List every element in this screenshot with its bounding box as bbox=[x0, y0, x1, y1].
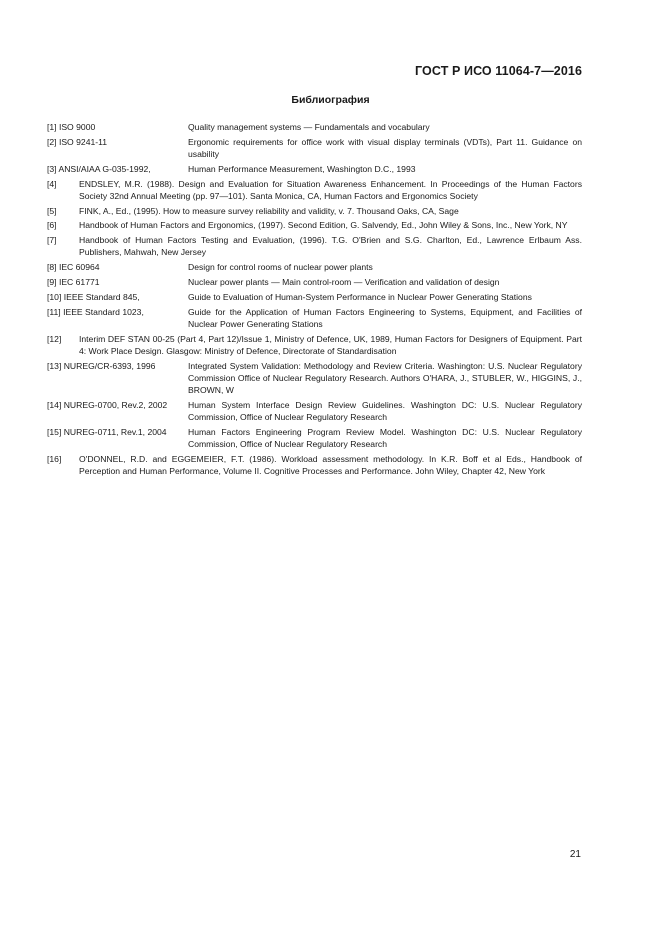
reference-text: O'DONNEL, R.D. and EGGEMEIER, F.T. (1986). Workload assessment methodology. In K.R. Boff et al Eds., Handbook of Perception and Human Performance, Volume II. Cognitive Processes and Performance. John Wiley, Chapter 42, New York bbox=[79, 453, 582, 476]
reference-entry bbox=[47, 453, 582, 477]
reference-number: [10] IEEE Standard 845, bbox=[47, 291, 140, 302]
reference-entry bbox=[47, 219, 582, 231]
reference-entry bbox=[47, 234, 582, 258]
reference-number: [16] bbox=[47, 453, 62, 464]
reference-entry bbox=[47, 178, 582, 202]
reference-text: Handbook of Human Factors Testing and Evaluation, (1996). T.G. O'Brien and S.G. Charlton, Ed., Lawrence Erlbaum Ass. Publishers, Mahwah, New Jersey bbox=[79, 235, 582, 258]
reference-text: Integrated System Validation: Methodology and Review Criteria. Washington: U.S. Nuclear Regulatory Commission Office of Nuclear Regulatory Research. Authors O'HARA, J., STUBLER, W., HIGGINS, J., BROWN, W bbox=[188, 360, 582, 395]
reference-number: [15] NUREG-0711, Rev.1, 2004 bbox=[47, 426, 167, 437]
reference-entry bbox=[47, 136, 582, 160]
reference-entry bbox=[47, 399, 582, 423]
reference-entry bbox=[47, 333, 582, 357]
reference-text: Human System Interface Design Review Guidelines. Washington DC: U.S. Nuclear Regulatory Commission, Office of Nuclear Regulatory Research bbox=[188, 399, 582, 422]
document-code-header: ГОСТ Р ИСО 11064-7—2016 bbox=[415, 64, 582, 78]
reference-number: [4] bbox=[47, 178, 57, 189]
reference-entry bbox=[47, 163, 582, 175]
reference-text: Interim DEF STAN 00-25 (Part 4, Part 12)/Issue 1, Ministry of Defence, UK, 1989, Human Factors for Designers of Equipment. Part 4: Work Place Design. Glasgow: Ministry of Defence, Directorate of Standardisation bbox=[79, 333, 582, 356]
reference-entry bbox=[47, 426, 582, 450]
reference-number: [11] IEEE Standard 1023, bbox=[47, 306, 144, 317]
reference-entry bbox=[47, 306, 582, 330]
bibliography-title: Библиография bbox=[291, 94, 370, 106]
page-number: 21 bbox=[569, 849, 581, 860]
reference-number: [7] bbox=[47, 235, 57, 246]
reference-text: Design for control rooms of nuclear power plants bbox=[188, 262, 373, 273]
reference-entry bbox=[47, 121, 582, 133]
reference-number: [12] bbox=[47, 333, 62, 344]
reference-list bbox=[47, 121, 582, 480]
reference-number: [5] bbox=[47, 205, 57, 216]
reference-entry bbox=[47, 360, 582, 397]
reference-entry bbox=[47, 261, 582, 273]
reference-entry bbox=[47, 291, 582, 303]
reference-text: Guide to Evaluation of Human-System Performance in Nuclear Power Generating Stations bbox=[188, 291, 532, 302]
reference-text: Quality management systems — Fundamentals and vocabulary bbox=[188, 122, 430, 132]
reference-number: [8] IEC 60964 bbox=[47, 262, 100, 273]
reference-entry bbox=[47, 205, 582, 217]
reference-number: [3] ANSI/AIAA G-035-1992, bbox=[47, 163, 151, 174]
reference-text: Handbook of Human Factors and Ergonomics, (1997). Second Edition, G. Salvendy, Ed., John Wiley & Sons, Inc., New York, NY bbox=[79, 220, 568, 231]
reference-text: Ergonomic requirements for office work with visual display terminals (VDTs), Part 11. Guidance on usability bbox=[188, 136, 582, 159]
reference-text: ENDSLEY, M.R. (1988). Design and Evaluation for Situation Awareness Enhancement. In Proceedings of the Human Factors Society 32nd Annual Meeting (pp. 97—101). Santa Monica, CA, Human Factors and Ergonomics Society bbox=[79, 178, 582, 201]
reference-text: FINK, A., Ed., (1995). How to measure survey reliability and validity, v. 7. Thousand Oaks, CA, Sage bbox=[79, 205, 459, 216]
reference-number: [9] IEC 61771 bbox=[47, 276, 100, 287]
reference-text: Nuclear power plants — Main control-room — Verification and validation of design bbox=[188, 276, 500, 287]
reference-number: [1] ISO 9000 bbox=[47, 122, 96, 132]
reference-number: [6] bbox=[47, 220, 57, 231]
reference-number: [2] ISO 9241-11 bbox=[47, 136, 108, 147]
reference-entry bbox=[47, 276, 582, 288]
reference-number: [14] NUREG-0700, Rev.2, 2002 bbox=[47, 399, 168, 410]
reference-text: Human Performance Measurement, Washington D.C., 1993 bbox=[188, 163, 416, 174]
reference-text: Guide for the Application of Human Factors Engineering to Systems, Equipment, and Facilities of Nuclear Power Generating Stations bbox=[188, 306, 582, 329]
reference-text: Human Factors Engineering Program Review Model. Washington DC: U.S. Nuclear Regulatory Commission, Office of Nuclear Regulatory Research bbox=[188, 426, 582, 449]
reference-number: [13] NUREG/CR-6393, 1996 bbox=[47, 360, 156, 371]
